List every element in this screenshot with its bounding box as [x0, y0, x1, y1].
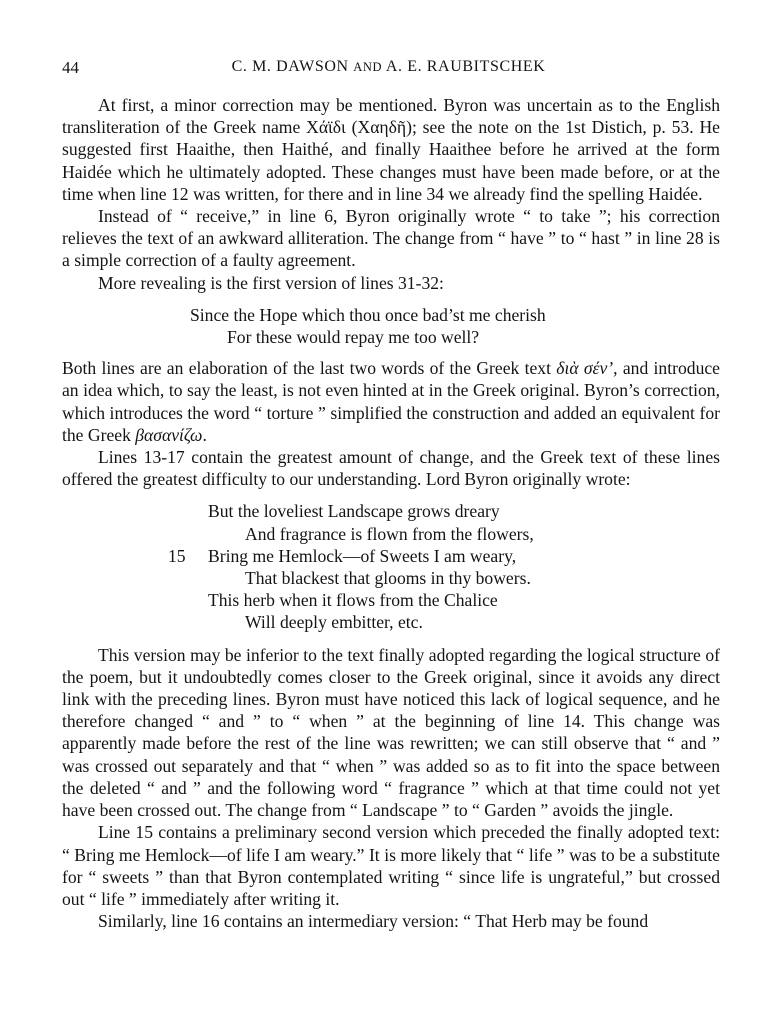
author-1: C. M. DAWSON: [231, 58, 349, 75]
paragraph-1: At first, a minor correction may be mentioned. Byron was uncertain as to the English transliteration of the Greek name Χάϊδι (Χαηδῆ); see the note on the 1st Distich, p. 53. He suggested first Haaithe, then Haithé, and finally Haaithee before he arrived at the form Haidée which he ultimately adopted. These changes must have been made before, or at the time when line 12 was written, for there and in line 34 we already find the spelling Haidée.: [62, 95, 720, 204]
author-2: A. E. RAUBITSCHEK: [385, 58, 546, 75]
verse-line-number: 15: [168, 545, 186, 566]
verse-line: For these would repay me too well?: [227, 327, 480, 348]
verse-line-numbered: [62, 545, 720, 567]
paragraph-4: [62, 357, 720, 446]
paragraph-7: Line 15 contains a preliminary second version which preceded the finally adopted text: “ Bring me Hemlock—of life I am weary.” It is more likely that “ life ” was to be a substitute for “ sweets ” than that Byron contemplated writing “ since life is ungrateful,” but crossed out “ life ” immediately after writing it.: [62, 822, 720, 909]
paragraph-2: Instead of “ receive,” in line 6, Byron originally wrote “ to take ”; his correction relieves the text of an awkward alliteration. The change from “ have ” to “ hast ” in line 28 is a simple correction of a faulty agreement.: [62, 206, 720, 271]
paragraph-4-text: , and introduce an idea which, to say the least, is not even hinted at in the Greek original. Byron’s correction, which introduces the word “ torture ” simplified the construction and added an equivalent for the Greek: [62, 358, 720, 445]
verse-line: But the loveliest Landscape grows dreary: [208, 501, 500, 522]
verse-line: Bring me Hemlock—of Sweets I am weary,: [208, 545, 517, 566]
paragraph-3: More revealing is the first version of lines 31-32:: [98, 272, 444, 293]
body-text: [62, 94, 720, 932]
verse-line: And fragrance is flown from the flowers,: [245, 523, 534, 544]
paragraph-4-text: .: [202, 424, 207, 445]
paragraph-6: This version may be inferior to the text finally adopted regarding the logical structure of the poem, but it undoubtedly comes closer to the Greek original, since it avoids any direct link with the preceding lines. Byron must have noticed this lack of logical sequence, and he therefore changed “ and ” to “ when ” at the beginning of line 14. This change was apparently made before the rest of the line was rewritten; we can still observe that “ and ” was crossed out separately and that “ when ” was added so as to fit into the space between the deleted “ and ” and the following word “ fragrance ” which at that time could not yet have been crossed out. The change from “ Landscape ” to “ Garden ” avoids the jingle.: [62, 644, 720, 821]
paragraph-8: Similarly, line 16 contains an intermediary version: “ That Herb may be found: [98, 911, 649, 932]
page-number: 44: [62, 58, 79, 77]
greek-phrase: διὰ σέν’: [556, 358, 614, 379]
verse-quote-lines-13-17: [62, 500, 720, 633]
paragraph-4-text: Both lines are an elaboration of the last two words of the Greek text: [62, 358, 557, 379]
paragraph-5: Lines 13-17 contain the greatest amount of change, and the Greek text of these lines offered the greatest difficulty to our understanding. Lord Byron originally wrote:: [62, 447, 720, 490]
verse-line: This herb when it flows from the Chalice: [208, 590, 498, 611]
author-conjunction: AND: [353, 60, 383, 74]
verse-line: Will deeply embitter, etc.: [245, 612, 423, 633]
verse-line: That blackest that glooms in thy bowers.: [245, 568, 531, 589]
verse-quote-lines-31-32: [62, 304, 720, 348]
running-title: [62, 58, 715, 76]
greek-word: βασανίζω: [135, 424, 203, 445]
running-head: [62, 58, 715, 82]
verse-line: Since the Hope which thou once bad’st me cherish: [190, 304, 546, 325]
